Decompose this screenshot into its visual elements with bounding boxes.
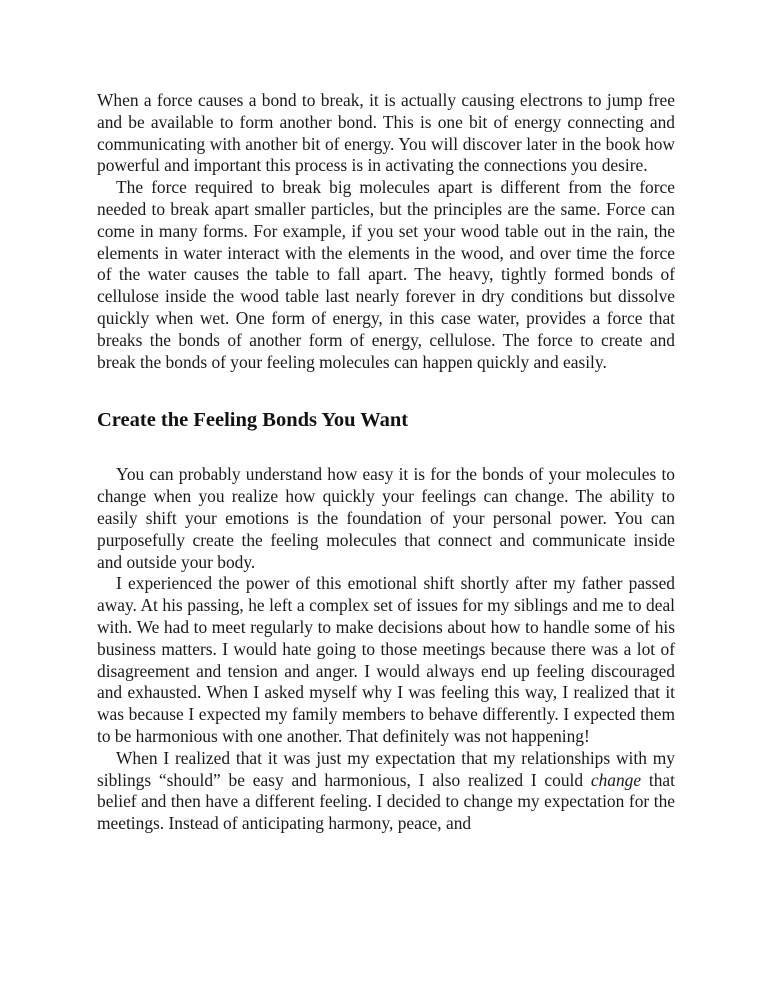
paragraph-bond-breaking: When a force causes a bond to break, it is actually causing electrons to jump free and be available to form another bond. This is one bit of energy connecting and communicating with another bit of energy. You will discover later in the book how powerful and important this process is in activating the connections you desire. (97, 90, 675, 176)
paragraph-feeling-bonds: You can probably understand how easy it is for the bonds of your molecules to change when you realize how quickly your feelings can change. The ability to easily shift your emotions is the foundation of your personal power. You can purposefully create the feeling molecules that connect and communicate inside and outside your body. (97, 464, 675, 572)
section-heading: Create the Feeling Bonds You Want (97, 409, 409, 432)
expectation-text-end: that belief and then have a different feeling. I decided to change my expectation for the meetings. Instead of anticipating harmony, peace, and (97, 769, 675, 834)
paragraph-father-story: I experienced the power of this emotional shift shortly after my father passed away. At his passing, he left a complex set of issues for my siblings and me to deal with. We had to meet regularly to make decisions about how to handle some of his business matters. I would hate going to those meetings because there was a lot of disagreement and tension and anger. I would always end up feeling discouraged and exhausted. When I asked myself why I was feeling this way, I realized that it was because I expected my family members to behave differently. I expected them to be harmonious with one another. That definitely was not happening! (97, 573, 675, 746)
page-body (97, 90, 675, 835)
paragraph-expectation (97, 748, 675, 835)
italic-emphasis-change: change (590, 769, 642, 790)
paragraph-force-forms: The force required to break big molecules apart is different from the force needed to break apart smaller particles, but the principles are the same. Force can come in many forms. For example, if you set your wood table out in the rain, the elements in water interact with the elements in the wood, and over time the force of the water causes the table to fall apart. The heavy, tightly formed bonds of cellulose inside the wood table last nearly forever in dry conditions but dissolve quickly when wet. One form of energy, in this case water, provides a force that breaks the bonds of another form of energy, cellulose. The force to create and break the bonds of your feeling molecules can happen quickly and easily. (97, 177, 675, 372)
expectation-text-start: When I realized that it was just my expectation that my relationships with my siblings “should” be easy and harmonious, I also realized I could (97, 747, 675, 790)
